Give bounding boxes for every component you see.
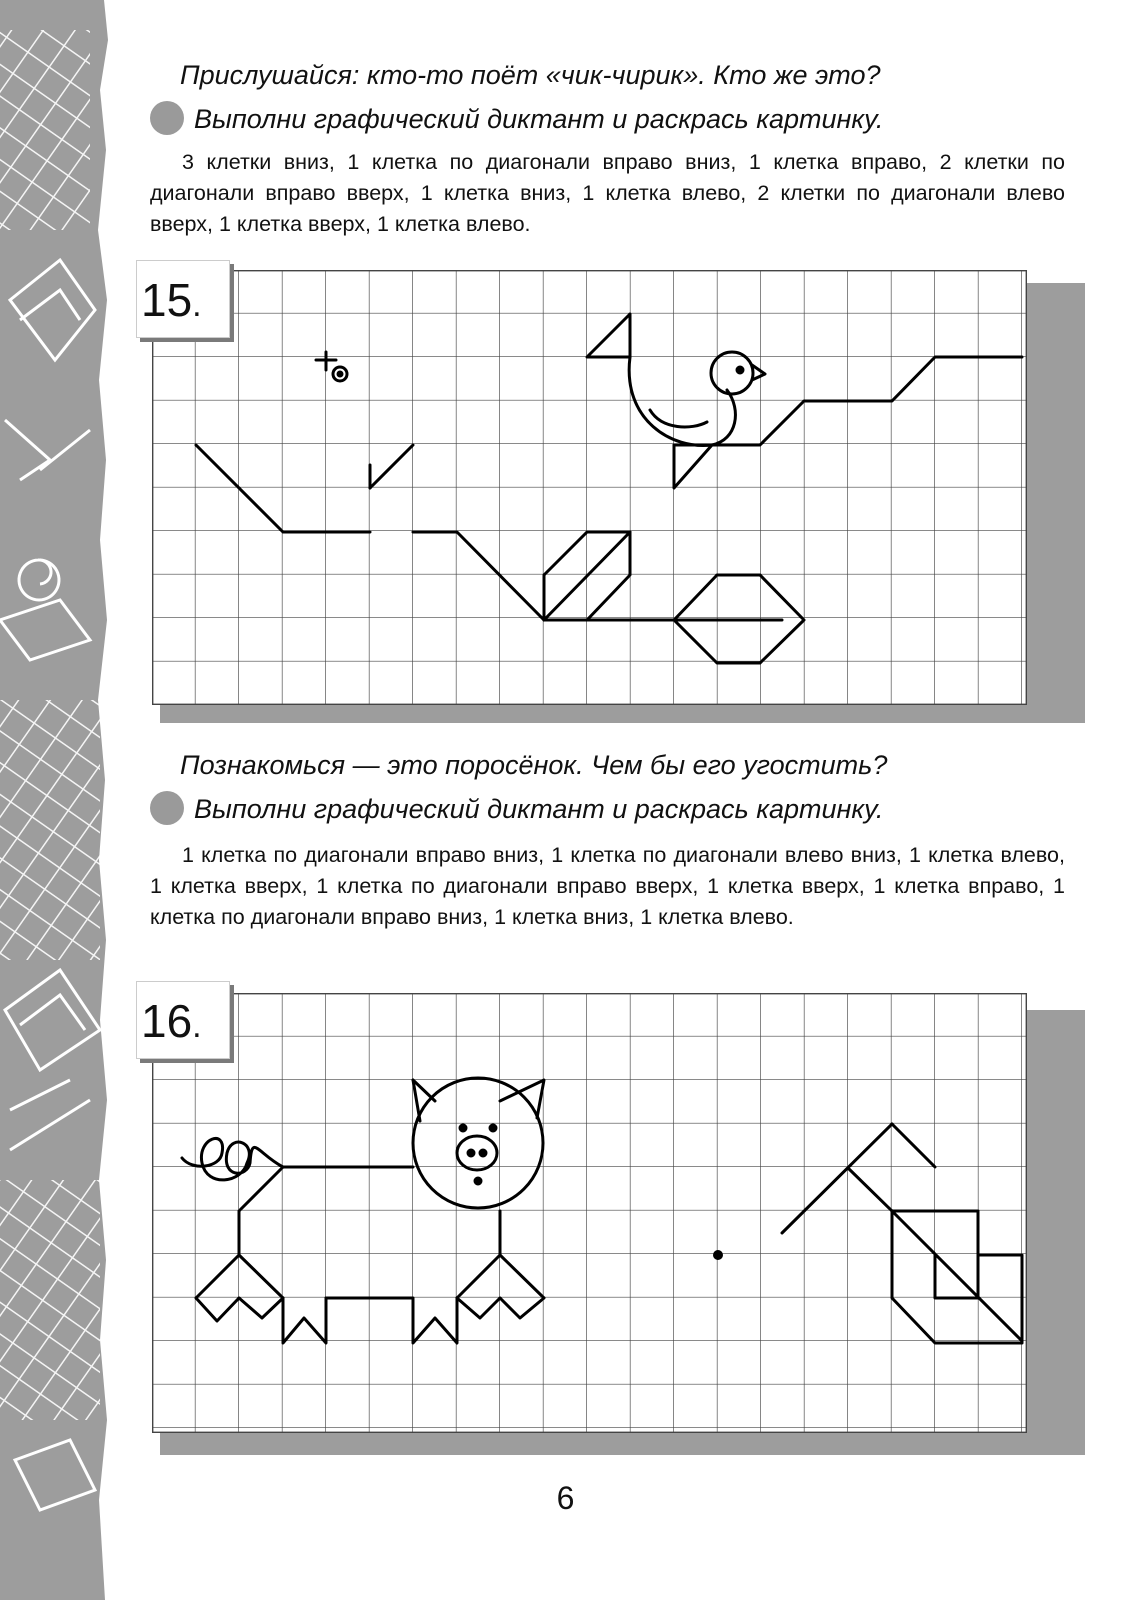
bullet-icon xyxy=(150,101,184,135)
exercise-15-prompt: Прислушайся: кто-то поёт «чик-чирик». Кто же это? xyxy=(180,60,881,90)
exercise-16-task: Выполни графический диктант и раскрась картинку. xyxy=(150,791,883,825)
exercise-16-grid xyxy=(152,993,1027,1433)
decorative-sidebar xyxy=(0,0,110,1600)
page-number: 6 xyxy=(556,1480,575,1516)
exercise-15-instructions: 3 клетки вниз, 1 клетка по диагонали вправо вниз, 1 клетка вправо, 2 клетки по диагонали вправо вверх, 1 клетка вниз, 1 клетка влево, 2 клетки по диагонали влево вверх, 1 клетка вверх, 1 клетка влево. xyxy=(150,150,1065,236)
bullet-icon xyxy=(150,791,184,825)
exercise-15-number: 15. xyxy=(136,260,230,338)
exercise-16-prompt: Познакомься — это поросёнок. Чем бы его угостить? xyxy=(180,750,888,780)
exercise-15-task: Выполни графический диктант и раскрась картинку. xyxy=(150,101,883,135)
exercise-16-number: 16. xyxy=(136,981,230,1059)
exercise-16 xyxy=(141,745,1080,1465)
exercise-16-instructions: 1 клетка по диагонали вправо вниз, 1 клетка по диагонали влево вниз, 1 клетка влево, 1 клетка вверх, 1 клетка по диагонали вправо вверх, 1 клетка вверх, 1 клетка вправо, 1 клетка по диагонали вправо вниз, 1 клетка вниз, 1 клетка влево. xyxy=(150,843,1065,929)
exercise-15-grid xyxy=(152,270,1027,705)
exercise-15 xyxy=(141,55,1080,725)
